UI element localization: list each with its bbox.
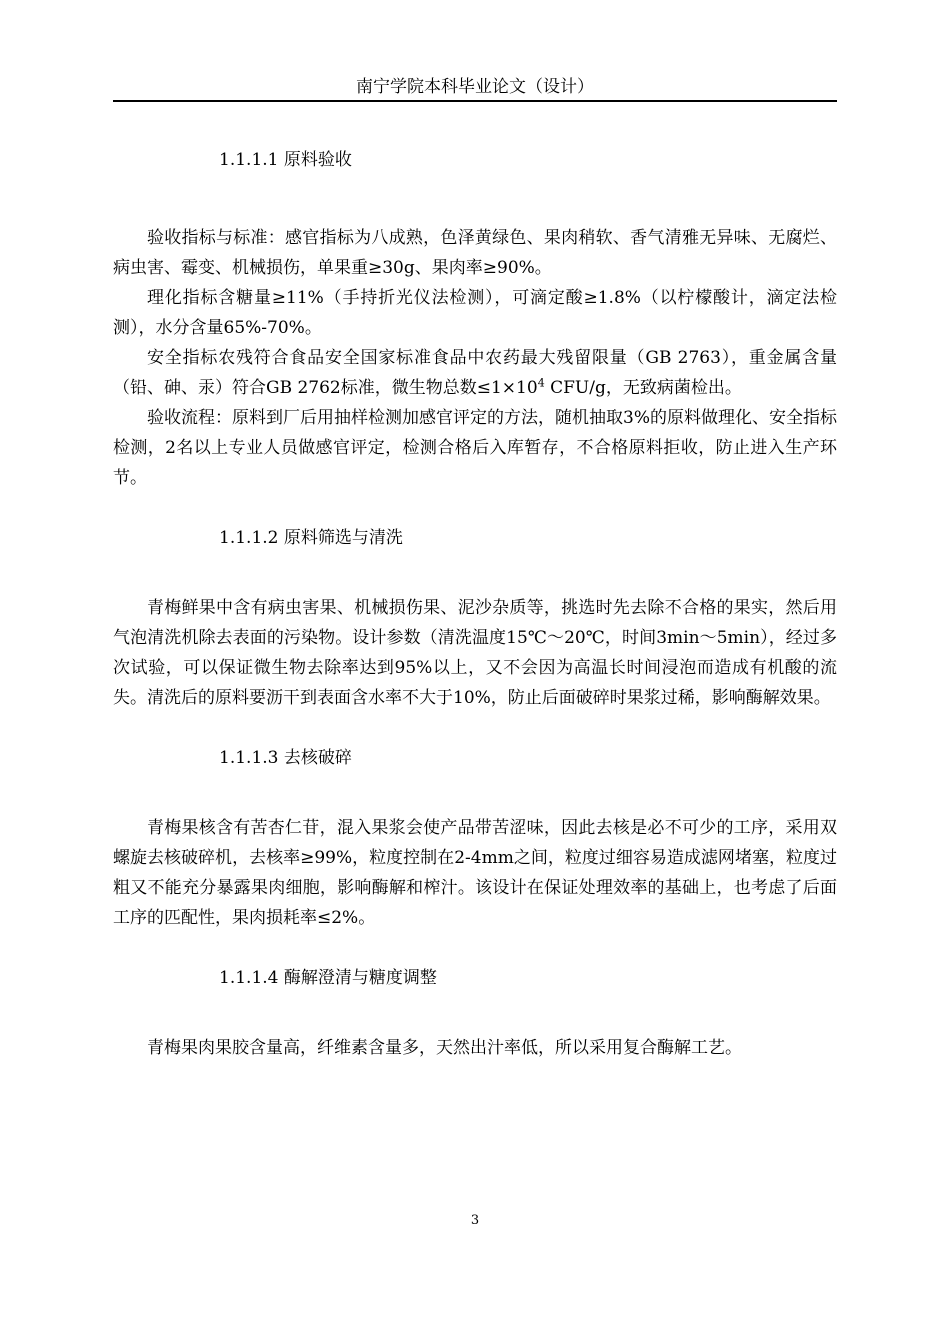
page-header: 南宁学院本科毕业论文（设计）: [356, 77, 594, 97]
paragraph-safety-indicators: [113, 343, 837, 403]
section-heading-raw-material-acceptance: 1.1.1.1 原料验收: [219, 150, 352, 170]
header-divider: [113, 100, 837, 102]
paragraph-acceptance-process: 验收流程：原料到厂后用抽样检测加感官评定的方法，随机抽取3%的原料做理化、安全指标检测，2名以上专业人员做感官评定，检测合格后入库暂存，不合格原料拒收，防止进入生产环节。: [113, 408, 837, 488]
document-body: [113, 142, 837, 1063]
paragraph-screening-washing: 青梅鲜果中含有病虫害果、机械损伤果、泥沙杂质等，挑选时先去除不合格的果实，然后用气泡清洗机除去表面的污染物。设计参数（清洗温度15℃～20℃，时间3min～5min），经过多次试验，可以保证微生物去除率达到95%以上，又不会因为高温长时间浸泡而造成有机酸的流失。清洗后的原料要沥干到表面含水率不大于10%，防止后面破碎时果浆过稀，影响酶解效果。: [113, 598, 837, 708]
page-number: 3: [470, 1213, 480, 1228]
paragraph-physicochemical-indicators: 理化指标含糖量≥11%（手持折光仪法检测），可滴定酸≥1.8%（以柠檬酸计，滴定法检测），水分含量65%-70%。: [113, 288, 837, 338]
section-heading-screening-washing: 1.1.1.2 原料筛选与清洗: [219, 528, 403, 548]
safety-text-tail: CFU/g，无致病菌检出。: [544, 378, 742, 398]
section-heading-pitting-crushing: 1.1.1.3 去核破碎: [219, 748, 352, 768]
superscript-exponent: 4: [537, 376, 545, 390]
safety-text: 安全指标农残符合食品安全国家标准食品中农药最大残留限量（GB 2763），重金属含量（铅、砷、汞）符合GB 2762标准，微生物总数≤1×10: [113, 348, 837, 398]
paragraph-pitting-crushing: 青梅果核含有苦杏仁苷，混入果浆会使产品带苦涩味，因此去核是必不可少的工序，采用双螺旋去核破碎机，去核率≥99%，粒度控制在2-4mm之间，粒度过细容易造成滤网堵塞，粒度过粗又不能充分暴露果肉细胞，影响酶解和榨汁。该设计在保证处理效率的基础上，也考虑了后面工序的匹配性，果肉损耗率≤2%。: [113, 818, 837, 928]
section-heading-enzymolysis-clarification: 1.1.1.4 酶解澄清与糖度调整: [219, 968, 437, 988]
paragraph-enzymolysis: 青梅果肉果胶含量高，纤维素含量多，天然出汁率低，所以采用复合酶解工艺。: [147, 1038, 742, 1058]
paragraph-acceptance-standards: 验收指标与标准：感官指标为八成熟，色泽黄绿色、果肉稍软、香气清雅无异味、无腐烂、病虫害、霉变、机械损伤，单果重≥30g、果肉率≥90%。: [113, 228, 837, 278]
